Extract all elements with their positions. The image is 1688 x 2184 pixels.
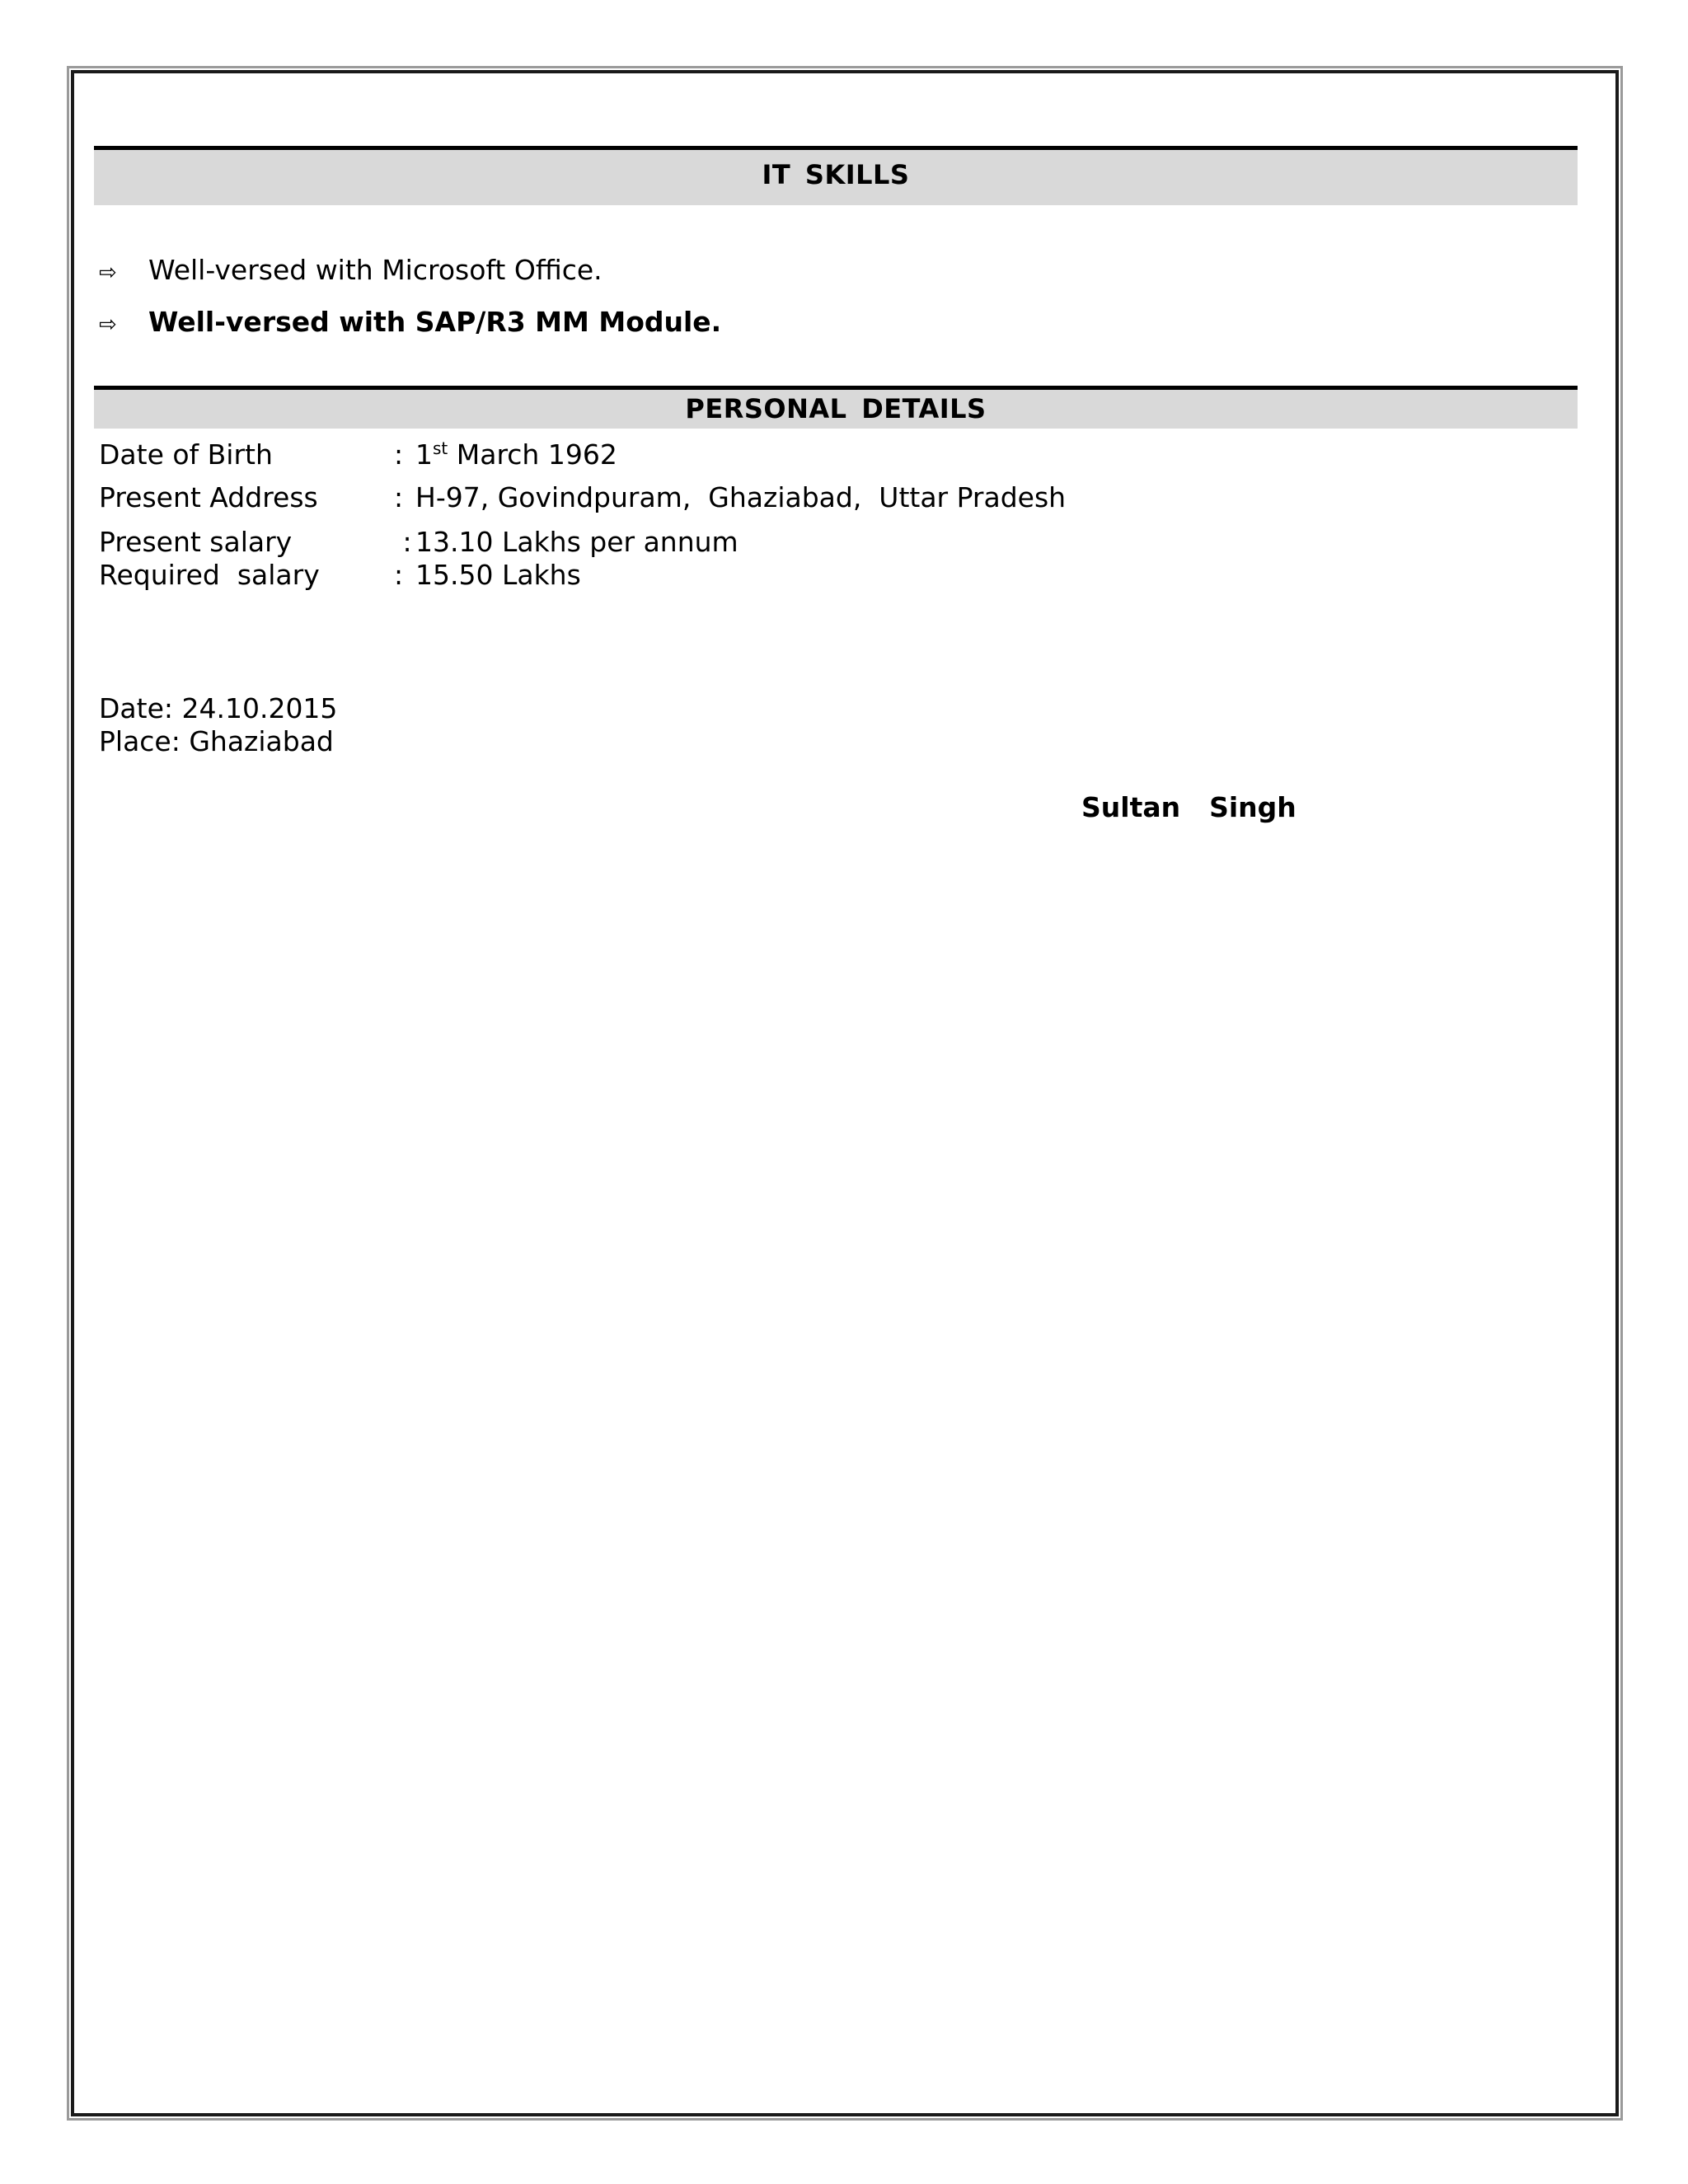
skill-item-text: Well-versed with Microsoft Office. — [148, 254, 603, 286]
detail-value: 15.50 Lakhs — [415, 559, 581, 591]
place-line: Place: Ghaziabad — [99, 725, 334, 757]
detail-row-present-salary — [99, 524, 738, 560]
detail-colon: : — [394, 526, 412, 558]
detail-row-present-address — [99, 480, 1066, 516]
detail-value: 1st March 1962 — [415, 438, 617, 471]
right-arrow-icon: ⇨ — [99, 312, 117, 337]
detail-value: H-97, Govindpuram, Ghaziabad, Uttar Pradesh — [415, 481, 1067, 513]
detail-label: Date of Birth — [99, 438, 273, 471]
detail-colon: : — [394, 559, 404, 591]
detail-label: Present Address — [99, 481, 318, 513]
detail-label: Required salary — [99, 559, 320, 591]
right-arrow-icon: ⇨ — [99, 260, 117, 285]
personal-details-heading: PERSONAL DETAILS — [94, 386, 1578, 429]
it-skills-heading: IT SKILLS — [94, 146, 1578, 205]
detail-value: 13.10 Lakhs per annum — [415, 526, 738, 558]
detail-row-required-salary — [99, 557, 581, 593]
detail-label: Present salary — [99, 526, 293, 558]
page-border — [71, 70, 1619, 2116]
detail-colon: : — [394, 481, 404, 513]
skill-item — [99, 304, 721, 340]
skill-item-text: Well-versed with SAP/R3 MM Module. — [148, 306, 722, 338]
detail-row-date-of-birth — [99, 437, 617, 473]
date-line: Date: 24.10.2015 — [99, 692, 338, 724]
signature-name: Sultan Singh — [1081, 791, 1296, 823]
skill-item — [99, 252, 603, 288]
detail-colon: : — [394, 438, 404, 471]
